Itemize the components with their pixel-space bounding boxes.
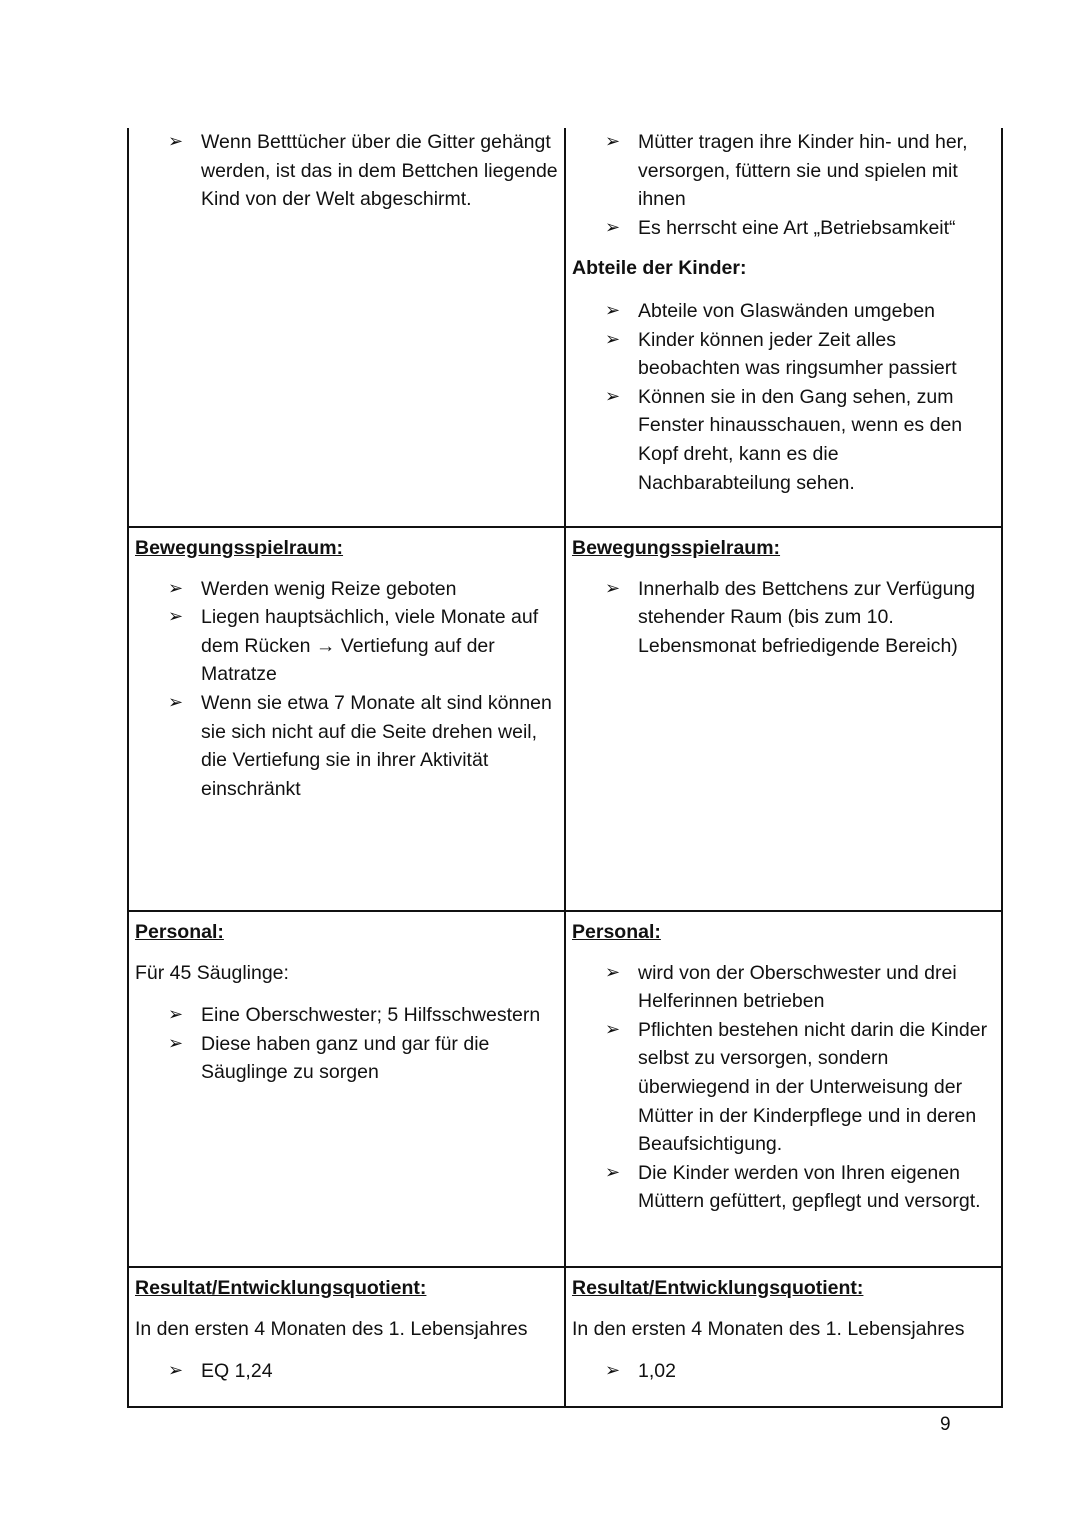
bullet-list — [572, 128, 995, 242]
list-item: ➢ Diese haben ganz und gar für die Säuglinge zu sorgen — [201, 1030, 558, 1087]
list-item: ➢ Innerhalb des Bettchens zur Verfügung stehender Raum (bis zum 10. Lebensmonat befriedigende Bereich) — [638, 575, 995, 661]
list-item: ➢ 1,02 — [638, 1357, 995, 1386]
table-cell-movement-left — [128, 527, 565, 911]
list-item: ➢ Pflichten bestehen nicht darin die Kinder selbst zu versorgen, sondern überwiegend in der Unterweisung der Mütter in der Kinderpflege und in deren Beaufsichtigung. — [638, 1016, 995, 1159]
table-row — [128, 527, 1002, 911]
table-cell-staff-left — [128, 911, 565, 1267]
table-row — [128, 128, 1002, 527]
table-cell-environment-right — [565, 128, 1002, 527]
list-item: ➢ Können sie in den Gang sehen, zum Fenster hinausschauen, wenn es den Kopf dreht, kann es die Nachbarabteilung sehen. — [638, 383, 995, 497]
list-item: ➢ Die Kinder werden von Ihren eigenen Müttern gefüttert, gepflegt und versorgt. — [638, 1159, 995, 1216]
list-item: ➢ Wenn Betttücher über die Gitter gehängt werden, ist das in dem Bettchen liegende Kind von der Welt abgeschirmt. — [201, 128, 558, 214]
bullet-list — [135, 128, 558, 214]
bullet-list — [135, 1001, 558, 1087]
intro-text: In den ersten 4 Monaten des 1. Lebensjahres — [135, 1317, 528, 1340]
list-item: ➢ wird von der Oberschwester und drei Helferinnen betrieben — [638, 959, 995, 1016]
bullet-list — [135, 1357, 558, 1386]
table-row — [128, 1267, 1002, 1407]
bullet-list — [572, 575, 995, 661]
list-item: ➢ Abteile von Glaswänden umgeben — [638, 297, 995, 326]
section-heading: Resultat/Entwicklungsquotient: — [572, 1277, 864, 1299]
list-item: ➢ Kinder können jeder Zeit alles beobachten was ringsumher passiert — [638, 326, 995, 383]
page-number: 9 — [940, 1414, 951, 1435]
list-item: ➢ EQ 1,24 — [201, 1357, 558, 1386]
table-cell-result-left — [128, 1267, 565, 1407]
table-row — [128, 911, 1002, 1267]
list-item: ➢ Eine Oberschwester; 5 Hilfsschwestern — [201, 1001, 558, 1030]
list-item: ➢ Wenn sie etwa 7 Monate alt sind können sie sich nicht auf die Seite drehen weil, die Vertiefung sie in ihrer Aktivität einschränkt — [201, 689, 558, 803]
bullet-list — [572, 959, 995, 1216]
bullet-list — [572, 1357, 995, 1386]
table-cell-result-right — [565, 1267, 1002, 1407]
section-heading: Personal: — [572, 921, 661, 943]
list-item: ➢ Liegen hauptsächlich, viele Monate auf dem Rücken → Vertiefung auf der Matratze — [201, 603, 558, 689]
intro-text: Für 45 Säuglinge: — [135, 961, 289, 984]
list-item: ➢ Werden wenig Reize geboten — [201, 575, 558, 604]
section-heading: Resultat/Entwicklungsquotient: — [135, 1277, 427, 1299]
bullet-list — [572, 297, 995, 497]
bullet-list — [135, 575, 558, 804]
table-cell-movement-right — [565, 527, 1002, 911]
list-item: ➢ Mütter tragen ihre Kinder hin- und her, versorgen, füttern sie und spielen mit ihnen — [638, 128, 995, 214]
section-heading: Bewegungsspielraum: — [135, 537, 344, 559]
table-cell-environment-left — [128, 128, 565, 527]
section-subheading: Abteile der Kinder: — [572, 257, 747, 280]
table-cell-staff-right — [565, 911, 1002, 1267]
comparison-table — [127, 128, 1003, 1408]
section-heading: Bewegungsspielraum: — [572, 537, 781, 559]
intro-text: In den ersten 4 Monaten des 1. Lebensjahres — [572, 1317, 965, 1340]
list-item: ➢ Es herrscht eine Art „Betriebsamkeit“ — [638, 214, 995, 243]
section-heading: Personal: — [135, 921, 224, 943]
